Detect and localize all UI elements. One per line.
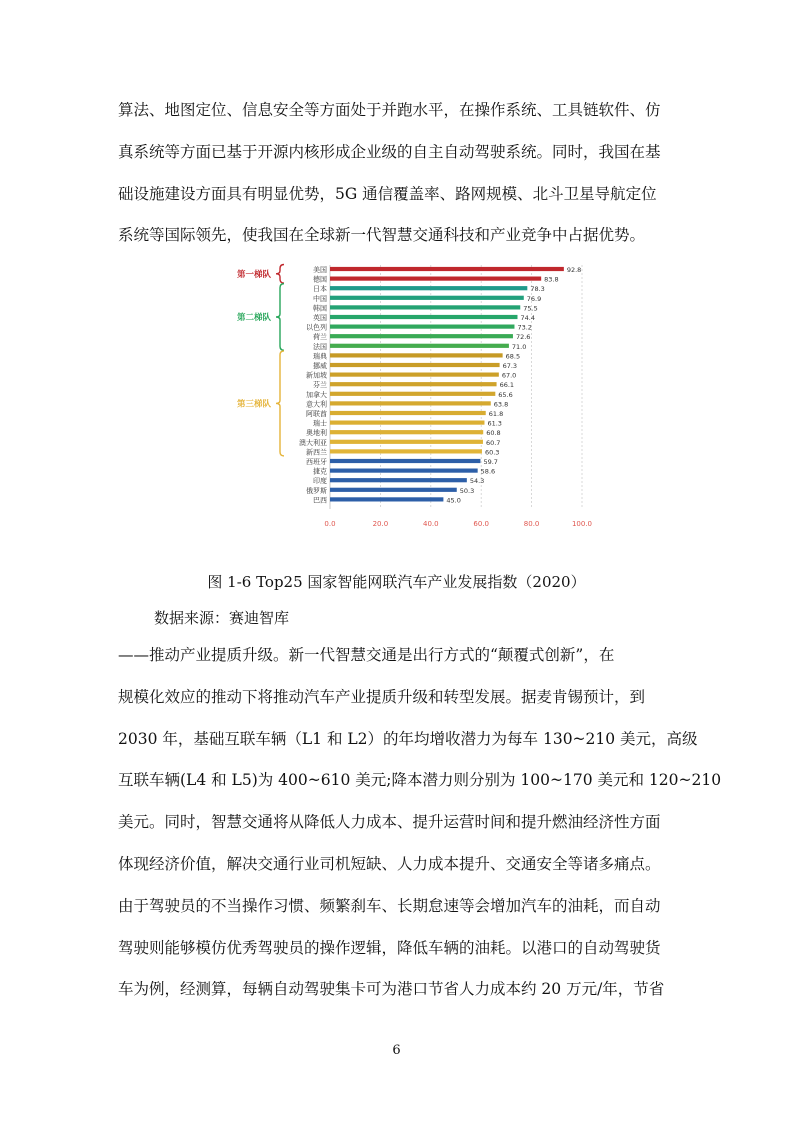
value-label: 45.0: [446, 496, 461, 505]
bar: [330, 382, 497, 386]
bar: [330, 267, 564, 271]
paragraph2-line: 2030 年，基础互联车辆（L1 和 L2）的年均增收潜力为每车 130~210 美元，高级: [118, 729, 698, 748]
page-number: 6: [392, 1043, 401, 1058]
paragraph2-line: 互联车辆(L4 和 L5)为 400~610 美元;降本潜力则分别为 100~170 美元和 120~210: [118, 771, 722, 790]
country-label: 印度: [313, 477, 327, 486]
bar: [330, 392, 495, 396]
value-label: 65.6: [498, 390, 513, 399]
bar: [330, 344, 509, 348]
value-label: 68.5: [505, 352, 521, 361]
value-label: 67.3: [502, 362, 518, 370]
country-label: 美国: [313, 266, 327, 274]
paragraph2-line: ——推动产业提质升级。新一代智慧交通是出行方式的“颠覆式创新”，在: [118, 646, 615, 664]
group-brace: [276, 284, 284, 351]
country-label: 韩国: [313, 304, 327, 313]
value-label: 60.3: [484, 448, 500, 457]
value-label: 92.8: [566, 266, 582, 274]
country-label: 荷兰: [313, 333, 327, 342]
value-label: 67.0: [501, 371, 517, 380]
group-label: 第一梯队: [236, 269, 271, 280]
value-label: 60.7: [485, 438, 501, 447]
bar: [330, 411, 486, 415]
paragraph2-line: 美元。同时，智慧交通将从降低人力成本、提升运营时间和提升燃油经济性方面: [118, 813, 661, 832]
value-label: 76.9: [526, 294, 542, 303]
country-label: 西班牙: [306, 458, 327, 466]
bar: [330, 315, 517, 319]
x-tick-label: 20.0: [372, 520, 389, 528]
value-label: 50.3: [459, 486, 475, 495]
figure-caption: 图 1-6 Top25 国家智能网联汽车产业发展指数（2020）: [207, 573, 586, 591]
country-label: 瑞典: [313, 352, 327, 361]
group-label: 第二梯队: [236, 313, 271, 323]
country-label: 以色列: [306, 323, 327, 332]
value-label: 74.4: [520, 314, 535, 322]
bar: [330, 286, 527, 290]
country-label: 瑞士: [313, 419, 327, 428]
bar: [330, 373, 499, 377]
bar: [330, 277, 541, 281]
bar: [330, 478, 467, 482]
bar: [330, 401, 491, 405]
x-tick-label: 0.0: [324, 520, 336, 528]
country-label: 法国: [313, 342, 327, 351]
paragraph2-line: 体现经济价值，解决交通行业司机短缺、人力成本提升、交通安全等诸多痛点。: [118, 855, 661, 873]
value-label: 54.3: [469, 477, 485, 486]
value-label: 83.8: [544, 275, 559, 284]
bar: [330, 488, 457, 492]
bar: [330, 363, 500, 367]
group-label: 第三梯队: [236, 399, 271, 410]
x-tick-label: 40.0: [423, 520, 439, 528]
paragraph1-line: 真系统等方面已基于开源内核形成企业级的自主自动驾驶系统。同时，我国在基: [118, 142, 661, 161]
paragraph2-line: 由于驾驶员的不当操作习惯、频繁刹车、长期怠速等会增加汽车的油耗，而自动: [118, 896, 661, 915]
group-brace: [276, 265, 284, 284]
bar: [330, 430, 483, 434]
value-label: 78.3: [530, 285, 545, 294]
country-label: 奥地利: [306, 429, 327, 438]
country-label: 挪威: [313, 362, 327, 370]
value-label: 73.2: [517, 323, 532, 332]
x-tick-label: 60.0: [473, 520, 489, 528]
value-label: 58.6: [480, 467, 496, 476]
country-index-chart: [210, 260, 610, 545]
paragraph2-line: 驾驶则能够模仿优秀驾驶员的操作逻辑，降低车辆的油耗。以港口的自动驾驶货: [118, 938, 661, 957]
country-label: 澳大利亚: [299, 438, 327, 447]
group-brace: [276, 351, 284, 456]
bar: [330, 469, 478, 473]
value-label: 66.1: [499, 381, 515, 390]
x-tick-label: 80.0: [523, 520, 540, 528]
value-label: 75.5: [523, 304, 538, 313]
bar: [330, 440, 483, 444]
bar: [330, 421, 484, 425]
country-label: 新加坡: [306, 371, 327, 380]
bar: [330, 353, 503, 357]
value-label: 61.3: [487, 419, 502, 428]
x-tick-label: 100.0: [571, 520, 593, 528]
country-label: 意大利: [306, 400, 327, 409]
value-label: 72.6: [515, 333, 531, 342]
data-source: 数据来源：赛迪智库: [154, 609, 290, 627]
country-label: 巴西: [313, 496, 327, 505]
value-label: 63.8: [493, 400, 509, 409]
value-label: 60.8: [486, 429, 501, 438]
bar: [330, 325, 514, 329]
country-label: 加拿大: [306, 390, 327, 399]
country-label: 新西兰: [306, 448, 327, 457]
country-label: 日本: [313, 285, 327, 294]
bar: [330, 497, 443, 501]
country-label: 德国: [313, 275, 327, 284]
paragraph2-line: 车为例，经测算，每辆自动驾驶集卡可为港口节省人力成本约 20 万元/年，节省: [118, 980, 665, 999]
value-label: 71.0: [511, 342, 527, 351]
bar: [330, 334, 513, 338]
country-label: 中国: [313, 294, 327, 303]
country-label: 俄罗斯: [306, 486, 327, 495]
paragraph1-line: 系统等国际领先，使我国在全球新一代智慧交通科技和产业竞争中占据优势。: [118, 226, 646, 245]
bar: [330, 449, 482, 453]
bar: [330, 305, 520, 309]
country-label: 捷克: [313, 467, 327, 476]
country-label: 英国: [313, 314, 327, 322]
bar: [330, 296, 524, 300]
paragraph1-line: 算法、地图定位、信息安全等方面处于并跑水平，在操作系统、工具链软件、仿: [118, 101, 661, 119]
paragraph1-line: 础设施建设方面具有明显优势，5G 通信覆盖率、路网规模、北斗卫星导航定位: [118, 184, 657, 203]
bar: [330, 459, 480, 463]
value-label: 61.8: [488, 410, 504, 418]
country-label: 芬兰: [313, 381, 327, 390]
paragraph2-line: 规模化效应的推动下将推动汽车产业提质升级和转型发展。据麦肯锡预计，到: [118, 687, 646, 706]
country-label: 阿联酋: [306, 410, 327, 418]
value-label: 59.7: [483, 458, 498, 466]
